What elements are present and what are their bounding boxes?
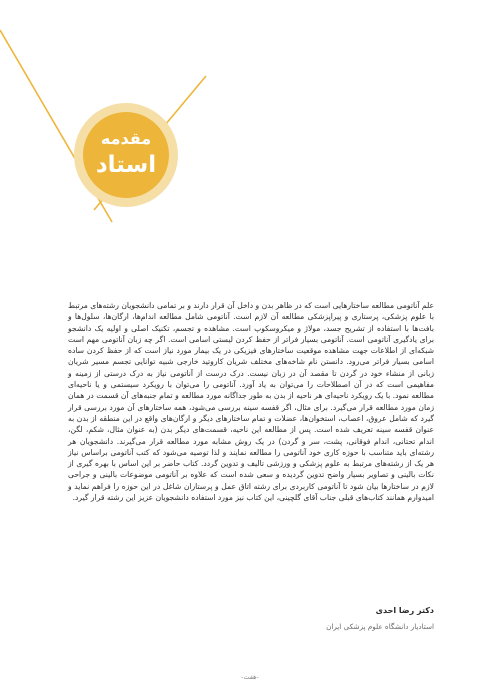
badge-title-line1: مقدمه — [100, 129, 152, 148]
author-title: استادیار دانشگاه علوم پزشکی ایران — [326, 622, 434, 631]
author-name: دکتر رضا احدی — [375, 606, 434, 615]
body-paragraph: علم آناتومی مطالعه ساختارهایی است که در ظاهر بدن و داخل آن قرار دارند و بر تمامی دانشجویان رشته‌های مرتبط با علوم پزشکی، پرستاری و پیراپزشکی مطالعه آن لازم است. آناتومی شامل مطالعه اندام‌ها، ارگان‌ها، سلول‌ها و بافت‌ها با استفاده از تشریح جسد، مولاژ و میکروسکوپ است. مشاهده و تجسم، تکنیک اصلی و اولیه یک دانشجو برای یادگیری آناتومی است. آناتومی بسیار فراتر از حفظ کردن لیستی اسامی است. اگر چه زبان آناتومی مهم است شبکه‌ای از اطلاعات جهت مشاهده موقعیت ساختارهای فیزیکی در یک بیمار مورد نیاز است که از حفظ کردن ساده اسامی بسیار فراتر می‌رود. دانستن نام شاخه‌های مختلف شریان کاروتید خارجی شبیه توانایی تجسم مسیر شریان زبانی از منشاء خود در گردن تا مقصد آن در زبان نیست. درک درست از آناتومی نیاز به درک درستی از زمینه و مفاهیمی است که در آن اصطلاحات را می‌توان به یاد آورد. آناتومی را می‌توان با رویکرد سیستمی و یا ناحیه‌ای مطالعه نمود. با یک رویکرد ناحیه‌ای هر ناحیه از بدن به طور جداگانه مورد مطالعه و تمام جنبه‌های آن قسمت در همان زمان مورد مطالعه قرار می‌گیرد. برای مثال، اگر قفسه سینه بررسی می‌شود، همه ساختارهای آن مورد بررسی قرار گیرد که شامل عروق، اعصاب، استخوان‌ها، عضلات و تمام ساختارهای دیگر و ارگان‌های واقع در این منطقه از بدن به عنوان قفسه سینه تعریف شده است. پس از مطالعه این ناحیه، قسمت‌های دیگر بدن (به عنوان مثال، شکم، لگن، اندام تحتانی، اندام فوقانی، پشت، سر و گردن) در یک روش مشابه مورد مطالعه قرار می‌گیرند. دانشجویان هر رشته‌ای باید متناسب با حوزه کاری خود آناتومی را مطالعه نمایند و لذا توصیه می‌شود که کتب آناتومی براساس نیاز هر یک از رشته‌های مرتبط به علوم پزشکی و ورزشی تالیف و تدوین گردد. کتاب حاضر بر این اساس با بهره گیری از نکات بالینی و تصاویر بسیار واضح تدوین گردیده و سعی شده است که علاوه بر آناتومی موضوعات بالینی و جراحی لازم در ساختارها بیان شود تا آناتومی کاربردی برای رشته اتاق عمل و پرستاران شاغل در این حوزه را فراهم نماید و امیدوارم همانند کتاب‌های قبلی جناب آقای گلچینی، این کتاب نیز مورد استفاده دانشجویان عزیز این رشته قرار گیرد. — [68, 301, 434, 503]
page-number: -هفت- — [241, 673, 259, 681]
badge-title-line2: استاد — [95, 152, 157, 178]
section-badge — [83, 112, 169, 198]
